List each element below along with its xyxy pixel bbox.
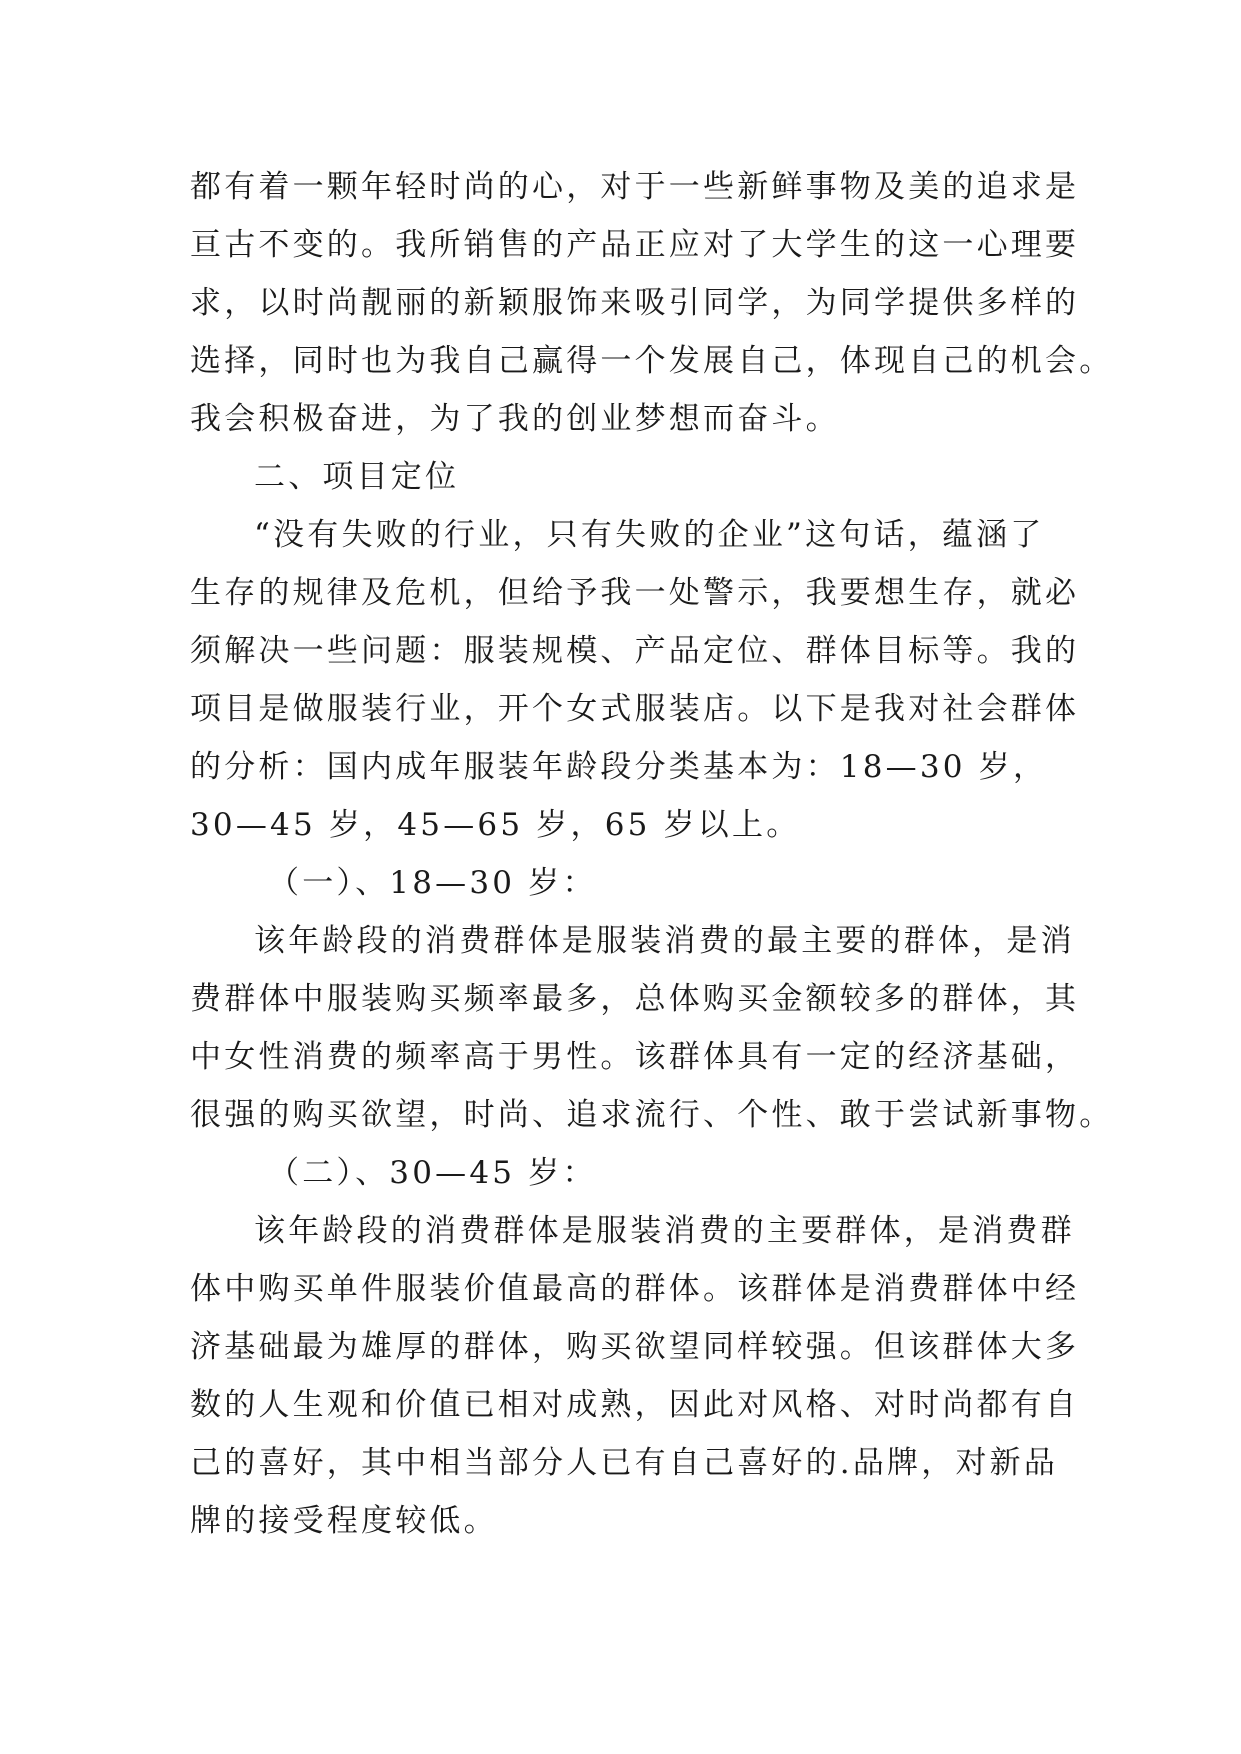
document-body: [190, 158, 1114, 1550]
text-line: （二）、30—45 岁：: [268, 1155, 597, 1191]
text-line: （一）、18—30 岁：: [268, 865, 597, 901]
text-line: 项目是做服装行业，开个女式服装店。以下是我对社会群体: [190, 691, 1080, 727]
text-line: 生存的规律及危机，但给予我一处警示，我要想生存，就必: [190, 575, 1080, 611]
text-line: 我会积极奋进，为了我的创业梦想而奋斗。: [190, 401, 840, 437]
text-line: 选择，同时也为我自己赢得一个发展自己，体现自己的机会。: [190, 343, 1114, 379]
text-line: 的分析：国内成年服装年龄段分类基本为：18—30 岁，: [190, 749, 1048, 785]
text-line: 牌的接受程度较低。: [190, 1503, 498, 1539]
text-line: 中女性消费的频率高于男性。该群体具有一定的经济基础，: [190, 1039, 1080, 1075]
text-line: 求，以时尚靓丽的新颖服饰来吸引同学，为同学提供多样的: [190, 285, 1080, 321]
text-line: 济基础最为雄厚的群体，购买欲望同样较强。但该群体大多: [190, 1329, 1080, 1365]
text-line: “没有失败的行业，只有失败的企业”这句话，蕴涵了: [254, 517, 1045, 553]
text-line: 亘古不变的。我所销售的产品正应对了大学生的这一心理要: [190, 227, 1080, 263]
text-line: 须解决一些问题：服装规模、产品定位、群体目标等。我的: [190, 633, 1080, 669]
text-line: 体中购买单件服装价值最高的群体。该群体是消费群体中经: [190, 1271, 1080, 1307]
text-line: 都有着一颗年轻时尚的心，对于一些新鲜事物及美的追求是: [190, 169, 1080, 205]
text-line: 很强的购买欲望，时尚、追求流行、个性、敢于尝试新事物。: [190, 1097, 1114, 1133]
text-line: 二、项目定位: [254, 459, 460, 495]
text-line: 30—45 岁，45—65 岁，65 岁以上。: [190, 807, 801, 843]
text-line: 该年龄段的消费群体是服装消费的主要群体，是消费群: [254, 1213, 1075, 1249]
text-line: 该年龄段的消费群体是服装消费的最主要的群体，是消: [254, 923, 1075, 959]
text-line: 数的人生观和价值已相对成熟，因此对风格、对时尚都有自: [190, 1387, 1080, 1423]
text-line: 费群体中服装购买频率最多，总体购买金额较多的群体，其: [190, 981, 1080, 1017]
text-line: 己的喜好，其中相当部分人已有自己喜好的.品牌，对新品: [190, 1445, 1059, 1481]
